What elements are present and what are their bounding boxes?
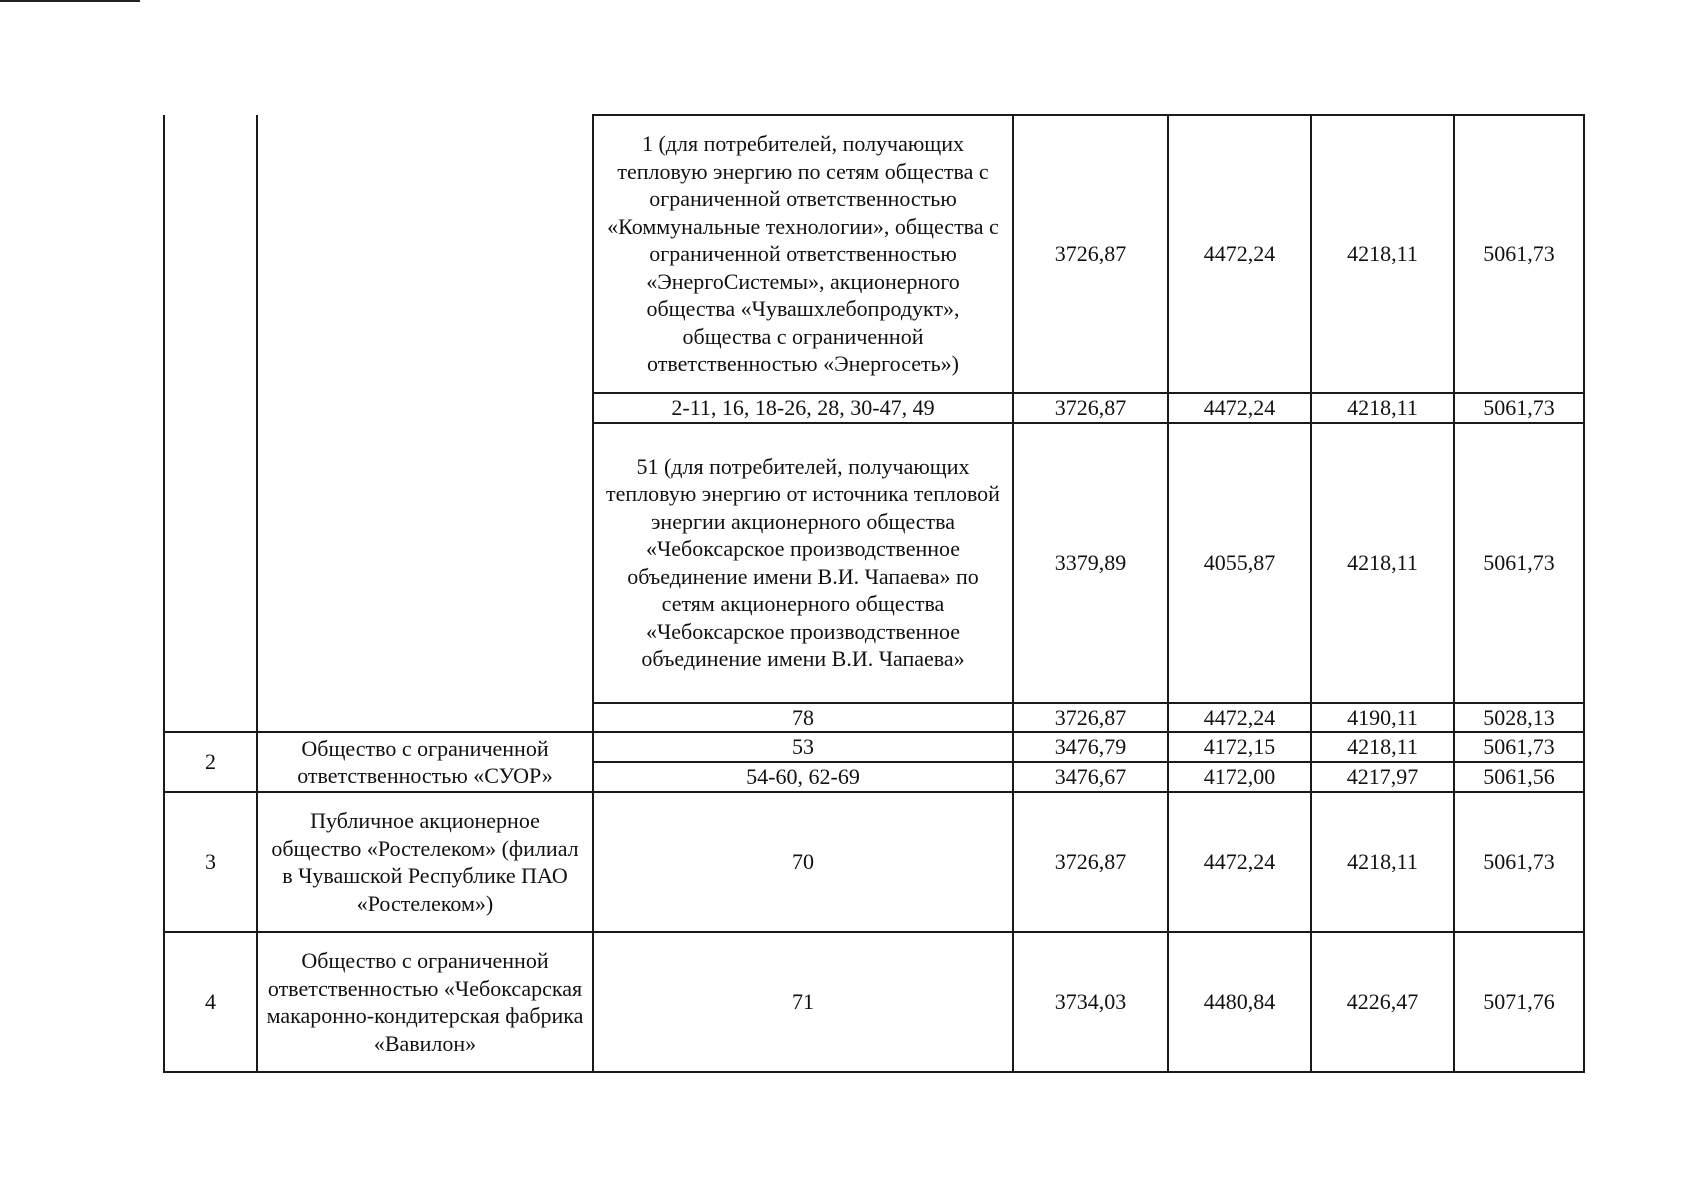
value-cell: 4172,15 (1168, 732, 1311, 762)
organization-cell: Публичное акционерное общество «Ростелеком» (филиал в Чувашской Республике ПАО «Ростелеком») (257, 792, 593, 932)
value-cell: 4472,24 (1168, 393, 1311, 423)
value-cell: 3734,03 (1013, 932, 1168, 1072)
zone-cell: 2-11, 16, 18-26, 28, 30-47, 49 (593, 393, 1013, 423)
organization-cell: Общество с ограниченной ответственностью «Чебоксарская макаронно-кондитерская фабрика «Вавилон» (257, 932, 593, 1072)
organization-cell: Общество с ограниченной ответственностью «СУОР» (257, 732, 593, 792)
row-number-cell: 4 (164, 932, 257, 1072)
zone-cell: 54-60, 62-69 (593, 762, 1013, 792)
table-row (164, 932, 1584, 1072)
table-row (164, 732, 1584, 762)
table-row (164, 115, 1584, 393)
value-cell: 3476,67 (1013, 762, 1168, 792)
zone-cell: 51 (для потребителей, получающих тепловую энергию от источника тепловой энергии акционерного общества «Чебоксарское производственное объединение имени В.И. Чапаева» по сетям акционерного общества «Чебоксарское производственное объединение имени В.И. Чапаева» (593, 423, 1013, 703)
value-cell: 4218,11 (1311, 115, 1454, 393)
zone-cell: 78 (593, 703, 1013, 733)
value-cell: 4218,11 (1311, 393, 1454, 423)
value-cell: 5071,76 (1454, 932, 1584, 1072)
value-cell: 5061,73 (1454, 792, 1584, 932)
value-cell: 4472,24 (1168, 115, 1311, 393)
value-cell: 4218,11 (1311, 792, 1454, 932)
organization-cell (257, 115, 593, 732)
value-cell: 4480,84 (1168, 932, 1311, 1072)
value-cell: 3726,87 (1013, 115, 1168, 393)
value-cell: 4055,87 (1168, 423, 1311, 703)
value-cell: 4217,97 (1311, 762, 1454, 792)
row-number-cell: 3 (164, 792, 257, 932)
value-cell: 5061,56 (1454, 762, 1584, 792)
value-cell: 3726,87 (1013, 703, 1168, 733)
value-cell: 5061,73 (1454, 423, 1584, 703)
value-cell: 5061,73 (1454, 393, 1584, 423)
table-row (164, 792, 1584, 932)
row-number-cell: 2 (164, 732, 257, 792)
value-cell: 3379,89 (1013, 423, 1168, 703)
value-cell: 3726,87 (1013, 792, 1168, 932)
value-cell: 4472,24 (1168, 703, 1311, 733)
value-cell: 5061,73 (1454, 115, 1584, 393)
tariff-table (163, 114, 1585, 1073)
page-top-rule (0, 0, 140, 2)
value-cell: 4218,11 (1311, 423, 1454, 703)
value-cell: 4172,00 (1168, 762, 1311, 792)
row-number-cell (164, 115, 257, 732)
value-cell: 4226,47 (1311, 932, 1454, 1072)
zone-cell: 53 (593, 732, 1013, 762)
value-cell: 4190,11 (1311, 703, 1454, 733)
zone-cell: 1 (для потребителей, получающих тепловую энергию по сетям общества с ограниченной ответственностью «Коммунальные технологии», общества с ограниченной ответственностью «ЭнергоСистемы», акционерного общества «Чувашхлебопродукт», общества с ограниченной ответственностью «Энергосеть») (593, 115, 1013, 393)
value-cell: 3726,87 (1013, 393, 1168, 423)
value-cell: 3476,79 (1013, 732, 1168, 762)
value-cell: 4472,24 (1168, 792, 1311, 932)
value-cell: 4218,11 (1311, 732, 1454, 762)
zone-cell: 71 (593, 932, 1013, 1072)
zone-cell: 70 (593, 792, 1013, 932)
value-cell: 5061,73 (1454, 732, 1584, 762)
value-cell: 5028,13 (1454, 703, 1584, 733)
